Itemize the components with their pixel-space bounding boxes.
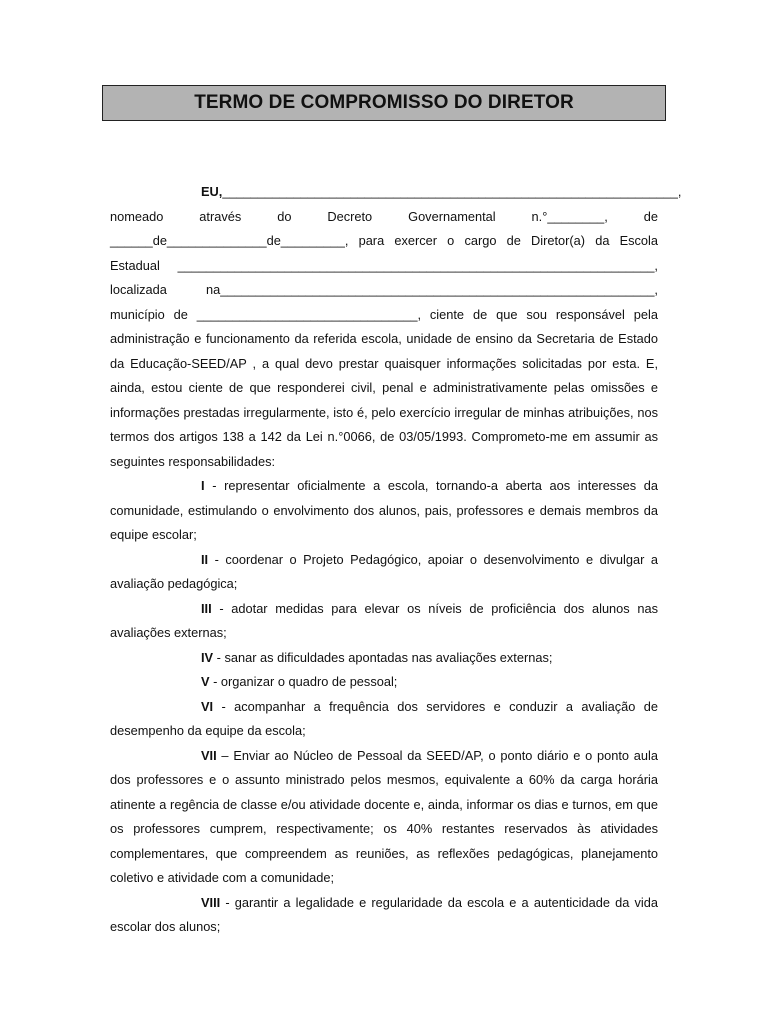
item-numeral: VII	[201, 747, 217, 763]
item-separator: -	[209, 674, 221, 689]
responsibility-item	[110, 597, 658, 646]
item-text: organizar o quadro de pessoal;	[220, 674, 398, 689]
item-separator: -	[208, 551, 226, 567]
item-text: representar oficialmente a escola, tornando-a aberta aos interesses da comunidade, estimulando o envolvimento dos alunos, pais, professores e demais membros da equipe escolar;	[110, 478, 658, 542]
item-separator: –	[216, 747, 234, 763]
item-text: acompanhar a frequência dos servidores e conduzir a avaliação de desempenho da equipe da escola;	[110, 698, 658, 738]
item-text: garantir a legalidade e regularidade da escola e a autenticidade da vida escolar dos alunos;	[110, 894, 659, 934]
document-title: TERMO DE COMPROMISSO DO DIRETOR	[194, 92, 574, 113]
item-numeral: III	[201, 600, 212, 616]
item-numeral: II	[201, 551, 209, 567]
opening-blank: ________________________________________________________________,	[222, 184, 682, 199]
responsibility-item	[110, 646, 658, 671]
item-text: sanar as dificuldades apontadas nas avaliações externas;	[224, 649, 553, 665]
item-text: Enviar ao Núcleo de Pessoal da SEED/AP, o ponto diário e o ponto aula dos professores e o assunto ministrado pelos mesmos, equivalente a 60% da carga horária atinente a regência de classe e/ou atividade docente e, ainda, informar os dias e turnos, em que os professores cumprem, respectivamente; os 40% restantes reservados às atividades complementares, que compreendem as reuniões, as reflexões pedagógicas, planejamento coletivo e atividade com a comunidade;	[110, 747, 658, 885]
item-numeral: V	[201, 674, 210, 689]
item-separator: -	[220, 894, 235, 910]
responsibility-item	[110, 474, 658, 548]
responsibility-item	[110, 670, 658, 695]
item-text: adotar medidas para elevar os níveis de proficiência dos alunos nas avaliações externas;	[110, 600, 658, 640]
responsibility-item	[110, 695, 658, 744]
item-numeral: VI	[201, 698, 214, 714]
item-text: coordenar o Projeto Pedagógico, apoiar o desenvolvimento e divulgar a avaliação pedagógica;	[110, 551, 658, 591]
title-box	[102, 85, 666, 121]
item-numeral: I	[201, 478, 205, 493]
item-separator: -	[211, 600, 232, 616]
responsibility-item	[110, 744, 658, 891]
item-separator: -	[213, 698, 235, 714]
responsibility-item	[110, 891, 658, 940]
opening-line	[110, 180, 682, 205]
opening-label: EU,	[201, 184, 223, 199]
item-separator: -	[204, 478, 225, 493]
responsibility-item	[110, 548, 658, 597]
item-numeral: IV	[201, 649, 214, 665]
intro-paragraph: nomeado através do Decreto Governamental n.°________, de ______de______________de_________, para exercer o cargo de Diretor(a) da Escola Estadual ___________________________________________________________________, localizada na_____________________________________________________________, município de _______________________________, ciente de que sou responsável pela administração e funcionamento da referida escola, unidade de ensino da Secretaria de Estado da Educação-SEED/AP , a qual devo prestar quaisquer informações solicitadas por esta. E, ainda, estou ciente de que responderei civil, penal e administrativamente pelas omissões e informações prestadas irregularmente, isto é, pelo exercício irregular de minhas atribuições, nos termos dos artigos 138 a 142 da Lei n.°0066, de 03/05/1993. Comprometo-me em assumir as seguintes responsabilidades:	[110, 208, 658, 469]
item-separator: -	[213, 649, 225, 665]
item-numeral: VIII	[201, 894, 221, 910]
document-body	[110, 180, 682, 940]
